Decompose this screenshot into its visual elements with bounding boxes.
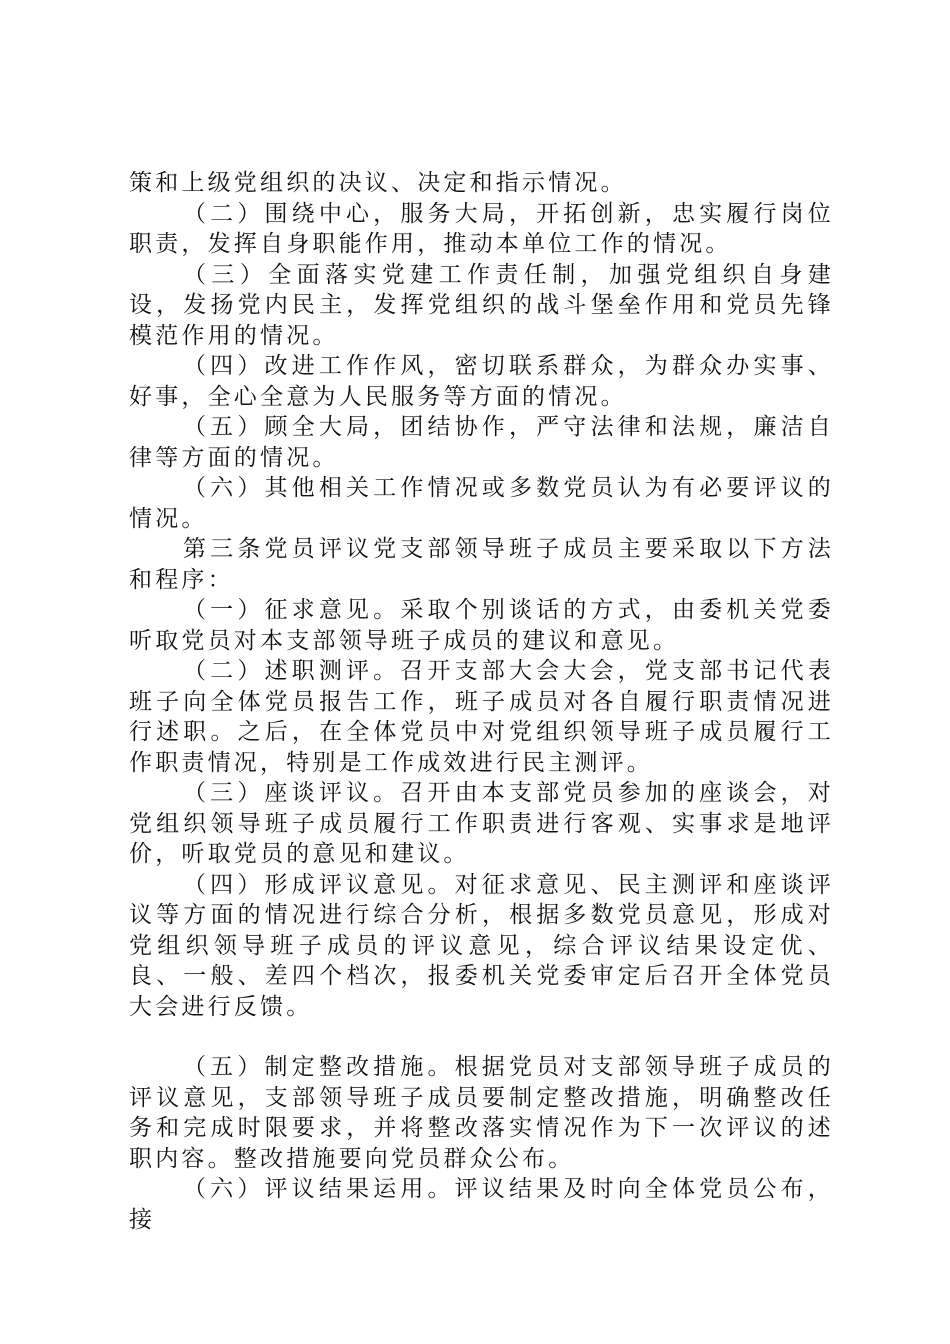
paragraph-12: （五）制定整改措施。根据党员对支部领导班子成员的评议意见，支部领导班子成员要制定整改措施，明确整改任务和完成时限要求，并将整改落实情况作为下一次评议的述职内容。整改措施要向党员群众公布。 <box>129 1054 834 1172</box>
paragraph-8: （一）征求意见。采取个别谈话的方式，由委机关党委听取党员对本支部领导班子成员的建议和意见。 <box>129 597 834 654</box>
paragraph-11: （四）形成评议意见。对征求意见、民主测评和座谈评议等方面的情况进行综合分析，根据多数党员意见，形成对党组织领导班子成员的评议意见，综合评议结果设定优、良、一般、差四个档次，报委机关党委审定后召开全体党员大会进行反馈。 <box>129 871 834 1020</box>
paragraph-10: （三）座谈评议。召开由本支部党员参加的座谈会，对党组织领导班子成员履行工作职责进行客观、实事求是地评价，听取党员的意见和建议。 <box>129 780 834 867</box>
paragraph-2: （二）围绕中心，服务大局，开拓创新，忠实履行岗位职责，发挥自身职能作用，推动本单位工作的情况。 <box>129 200 834 257</box>
document-body <box>129 168 834 1235</box>
paragraph-4: （四）改进工作作风，密切联系群众，为群众办实事、好事，全心全意为人民服务等方面的情况。 <box>129 353 834 410</box>
paragraph-5: （五）顾全大局，团结协作，严守法律和法规，廉洁自律等方面的情况。 <box>129 414 834 471</box>
paragraph-1: 策和上级党组织的决议、决定和指示情况。 <box>129 170 627 196</box>
paragraph-6: （六）其他相关工作情况或多数党员认为有必要评议的情况。 <box>129 475 834 532</box>
paragraph-9: （二）述职测评。召开支部大会大会，党支部书记代表班子向全体党员报告工作，班子成员对各自履行职责情况进行述职。之后，在全体党员中对党组织领导班子成员履行工作职责情况，特别是工作成效进行民主测评。 <box>129 658 834 776</box>
paragraph-7: 第三条党员评议党支部领导班子成员主要采取以下方法和程序： <box>129 536 834 593</box>
paragraph-13: （六）评议结果运用。评议结果及时向全体党员公布，接 <box>129 1176 834 1233</box>
paragraph-3: （三）全面落实党建工作责任制，加强党组织自身建设，发扬党内民主，发挥党组织的战斗堡垒作用和党员先锋模范作用的情况。 <box>129 261 834 349</box>
